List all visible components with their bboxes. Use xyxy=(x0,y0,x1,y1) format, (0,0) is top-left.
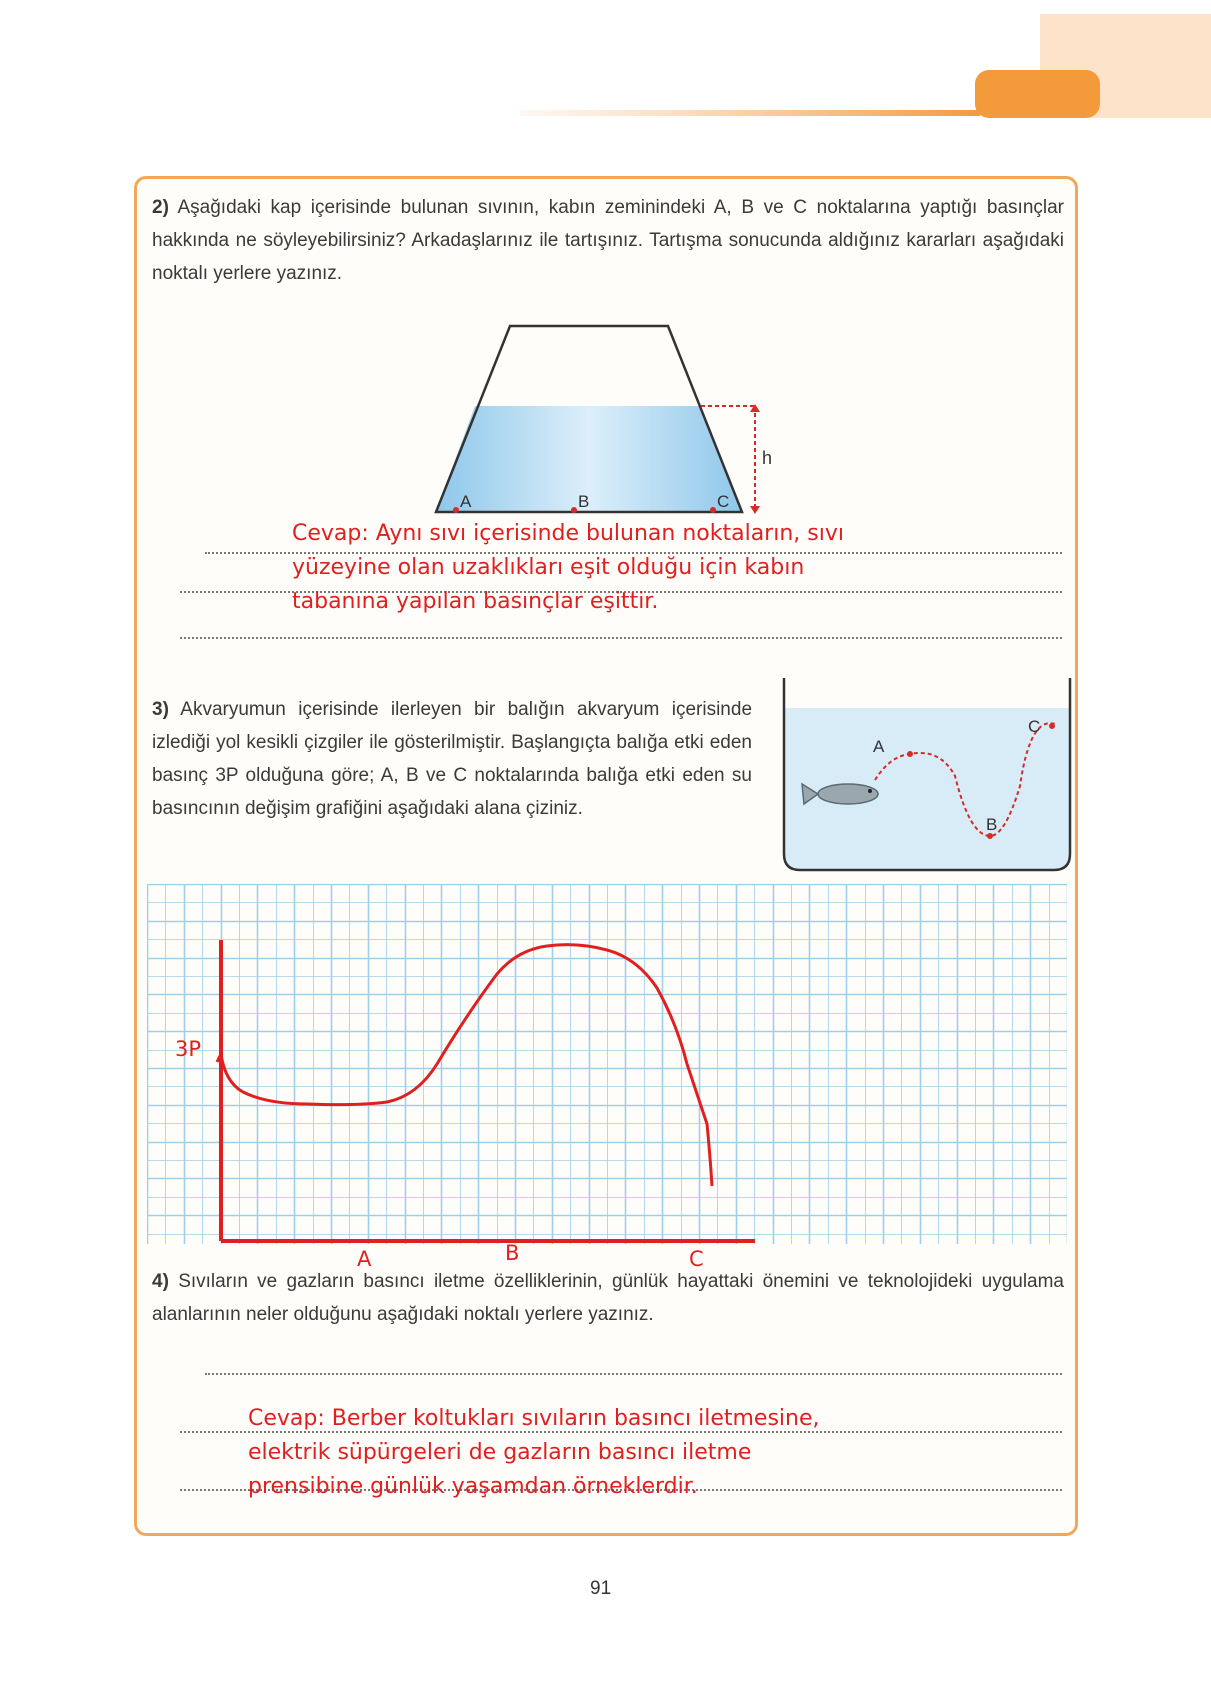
graph-x-label-b: B xyxy=(505,1241,520,1265)
trapezoid-container-figure xyxy=(420,320,800,520)
question-4-text xyxy=(152,1265,1064,1331)
question-3-body: Akvaryumun içerisinde ilerleyen bir balığın akvaryum içerisinde izlediği yol kesikli çizgiler ile gösterilmiştir. Başlangıçta balığa etki eden basınç 3P olduğuna göre; A, B ve C noktalarında balığa etki eden su basıncının değişim grafiğini aşağıdaki alana çiziniz. xyxy=(152,699,753,819)
point-b-marker xyxy=(571,507,577,513)
graph-y-label: 3P xyxy=(175,1037,202,1061)
point-c-label: C xyxy=(717,492,730,511)
fish-point-a-marker xyxy=(907,751,913,757)
height-arrow-down xyxy=(750,506,760,514)
answer-line-3 xyxy=(180,637,1062,639)
question-2-text xyxy=(152,191,1064,290)
header-tab xyxy=(975,70,1100,118)
fish-point-c-label: C xyxy=(1028,717,1041,736)
point-c-marker xyxy=(710,507,716,513)
question-2-answer: Cevap: Aynı sıvı içerisinde bulunan noktaların, sıvı yüzeyine olan uzaklıkları eşit olduğu için kabın tabanına yapılan basınçlar eşittir. xyxy=(292,521,844,614)
question-4-body: Sıvıların ve gazların basıncı iletme özelliklerinin, günlük hayattaki önemini ve teknolojideki uygulama alanlarının neler olduğunu aşağıdaki noktalı yerlere yazınız. xyxy=(152,1271,1065,1325)
question-3-number: 3) xyxy=(152,699,169,720)
point-b-label: B xyxy=(578,492,590,511)
header-decoration xyxy=(0,0,1211,130)
aquarium-figure xyxy=(780,676,1074,876)
question-2-body: Aşağıdaki kap içerisinde bulunan sıvının, kabın zeminindeki A, B ve C noktalarına yaptığı basınçlar hakkında ne söyleyebilirsiniz? Arkadaşlarınız ile tartışınız. Tartışma sonucunda aldığınız kararları aşağıdaki noktalı yerlere yazınız. xyxy=(152,197,1065,284)
page-number: 91 xyxy=(590,1578,612,1599)
point-a-marker xyxy=(453,507,459,513)
graph-x-label-a: A xyxy=(357,1247,372,1271)
point-a-label: A xyxy=(460,492,472,511)
height-label: h xyxy=(762,448,773,468)
fish-point-a-label: A xyxy=(873,737,885,756)
aquarium-svg xyxy=(780,676,1074,876)
trapezoid-container-svg xyxy=(420,320,800,520)
question-4-number: 4) xyxy=(152,1271,169,1292)
header-bar xyxy=(520,110,980,116)
fish-point-b-label: B xyxy=(986,815,998,834)
graph-svg xyxy=(147,884,1067,1244)
header-decoration-svg xyxy=(0,0,1211,130)
grid-lines xyxy=(147,884,1067,1244)
pressure-curve xyxy=(217,945,712,1186)
graph-area xyxy=(147,884,1067,1244)
fish-point-c-marker xyxy=(1049,723,1055,729)
answer-line-4 xyxy=(205,1373,1062,1375)
question-3-text xyxy=(152,693,752,825)
question-2-number: 2) xyxy=(152,197,169,218)
question-4-answer: Cevap: Berber koltukları sıvıların basıncı iletmesine, elektrik süpürgeleri de gazların basıncı iletme prensibine günlük yaşamdan örneklerdir. xyxy=(248,1406,820,1499)
graph-x-label-c: C xyxy=(689,1247,704,1271)
